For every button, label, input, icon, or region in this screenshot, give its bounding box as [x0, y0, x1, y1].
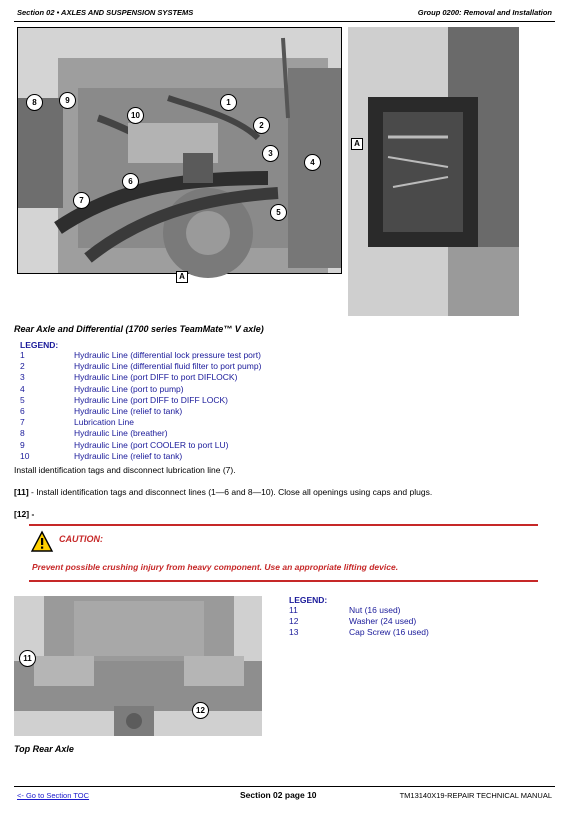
legend-2-item-number: 12 — [289, 616, 299, 627]
axle-illustration — [18, 28, 341, 273]
legend-hardware — [289, 595, 549, 639]
legend-item-description: Hydraulic Line (relief to tank) — [74, 406, 183, 417]
legend-hydraulic-lines — [20, 340, 460, 462]
legend-2-item-row — [289, 627, 549, 638]
figure-caption-rear-axle: Rear Axle and Differential (1700 series TeamMate™ V axle) — [14, 324, 264, 334]
callout-3: 3 — [262, 145, 279, 162]
legend-item-row — [20, 350, 460, 361]
step-11 — [14, 487, 554, 497]
legend-item-number: 4 — [20, 383, 25, 394]
legend-2-item-description: Washer (24 used) — [349, 616, 417, 627]
legend-item-row — [20, 406, 460, 417]
footer-rule — [14, 786, 555, 787]
callout-5: 5 — [270, 204, 287, 221]
legend-item-number: 1 — [20, 350, 25, 360]
legend-2-item-description: Cap Screw (16 used) — [349, 627, 429, 638]
callout-12: 12 — [192, 702, 209, 719]
legend-item-number: 10 — [20, 450, 30, 461]
warning-triangle-icon — [31, 531, 53, 553]
caution-top-rule — [29, 524, 538, 526]
side-detail-illustration — [348, 27, 519, 316]
legend-item-row — [20, 384, 460, 395]
legend-item-row — [20, 395, 460, 406]
legend-item-row — [20, 361, 460, 372]
view-label-a-detail: A — [351, 138, 363, 150]
legend-item-description: Hydraulic Line (differential lock pressure test port) — [74, 350, 261, 360]
callout-4: 4 — [304, 154, 321, 171]
legend-item-description: Hydraulic Line (port to pump) — [74, 383, 184, 394]
manual-title: TM13140X19-REPAIR TECHNICAL MANUAL — [399, 791, 552, 800]
legend-item-description: Hydraulic Line (differential fluid filter to port pump) — [74, 361, 262, 372]
legend-item-row — [20, 440, 460, 451]
legend-item-description: Hydraulic Line (port COOLER to port LU) — [74, 439, 229, 450]
step-11-text: - Install identification tags and disconnect lines (1—6 and 8—10). Close all openings using caps and plugs. — [31, 487, 433, 497]
step-12-label: [12] - — [14, 509, 35, 519]
header-group-title: Group 0200: Removal and Installation — [417, 8, 552, 17]
callout-2: 2 — [253, 117, 270, 134]
caution-bottom-rule — [29, 580, 538, 582]
step-11-label: [11] — [14, 487, 29, 497]
section-toc-link[interactable]: <- Go to Section TOC — [17, 791, 90, 800]
top-axle-illustration — [14, 596, 262, 736]
caution-title: CAUTION: — [59, 534, 103, 544]
legend-item-row — [20, 417, 460, 428]
legend-item-description: Hydraulic Line (relief to tank) — [74, 450, 183, 461]
legend-item-number: 5 — [20, 394, 25, 405]
legend-item-row — [20, 372, 460, 383]
callout-1: 1 — [220, 94, 237, 111]
figure-caption-top-rear-axle: Top Rear Axle — [14, 744, 74, 754]
callout-9: 9 — [59, 92, 76, 109]
legend-2-item-row — [289, 605, 549, 616]
top-rear-axle-photo — [14, 596, 262, 736]
page-number: Section 02 page 10 — [240, 790, 317, 800]
header-rule — [14, 21, 555, 22]
view-label-a: A — [176, 271, 188, 283]
caution-text: Prevent possible crushing injury from heavy component. Use an appropriate lifting device. — [32, 562, 399, 572]
legend-2-item-number: 13 — [289, 627, 299, 638]
callout-7: 7 — [73, 192, 90, 209]
legend-item-description: Hydraulic Line (port DIFF to port DIFLOCK) — [74, 372, 238, 383]
legend-item-number: 8 — [20, 428, 25, 439]
legend-item-row — [20, 451, 460, 462]
legend-2-item-number: 11 — [289, 605, 298, 615]
legend-2-item-description: Nut (16 used) — [349, 605, 401, 615]
callout-8: 8 — [26, 94, 43, 111]
legend-title: LEGEND: — [20, 340, 59, 350]
callout-11: 11 — [19, 650, 36, 667]
rear-axle-differential-photo — [17, 27, 342, 281]
legend-item-number: 9 — [20, 439, 25, 450]
legend-item-number: 3 — [20, 372, 25, 383]
legend-item-number: 2 — [20, 361, 25, 372]
legend-item-number: 7 — [20, 417, 25, 428]
legend-item-description: Hydraulic Line (breather) — [74, 428, 168, 439]
legend-2-title: LEGEND: — [289, 595, 328, 605]
legend-item-row — [20, 428, 460, 439]
legend-item-description: Lubrication Line — [74, 417, 135, 428]
legend-item-number: 6 — [20, 406, 25, 417]
callout-6: 6 — [122, 173, 139, 190]
legend-item-description: Hydraulic Line (port DIFF to DIFF LOCK) — [74, 394, 228, 405]
legend-2-item-row — [289, 616, 549, 627]
axle-side-detail-photo — [348, 27, 519, 316]
identification-note: Install identification tags and disconnect lubrication line (7). — [14, 465, 236, 475]
header-section-title: Section 02 • AXLES AND SUSPENSION SYSTEMS — [17, 8, 194, 17]
callout-10: 10 — [127, 107, 144, 124]
